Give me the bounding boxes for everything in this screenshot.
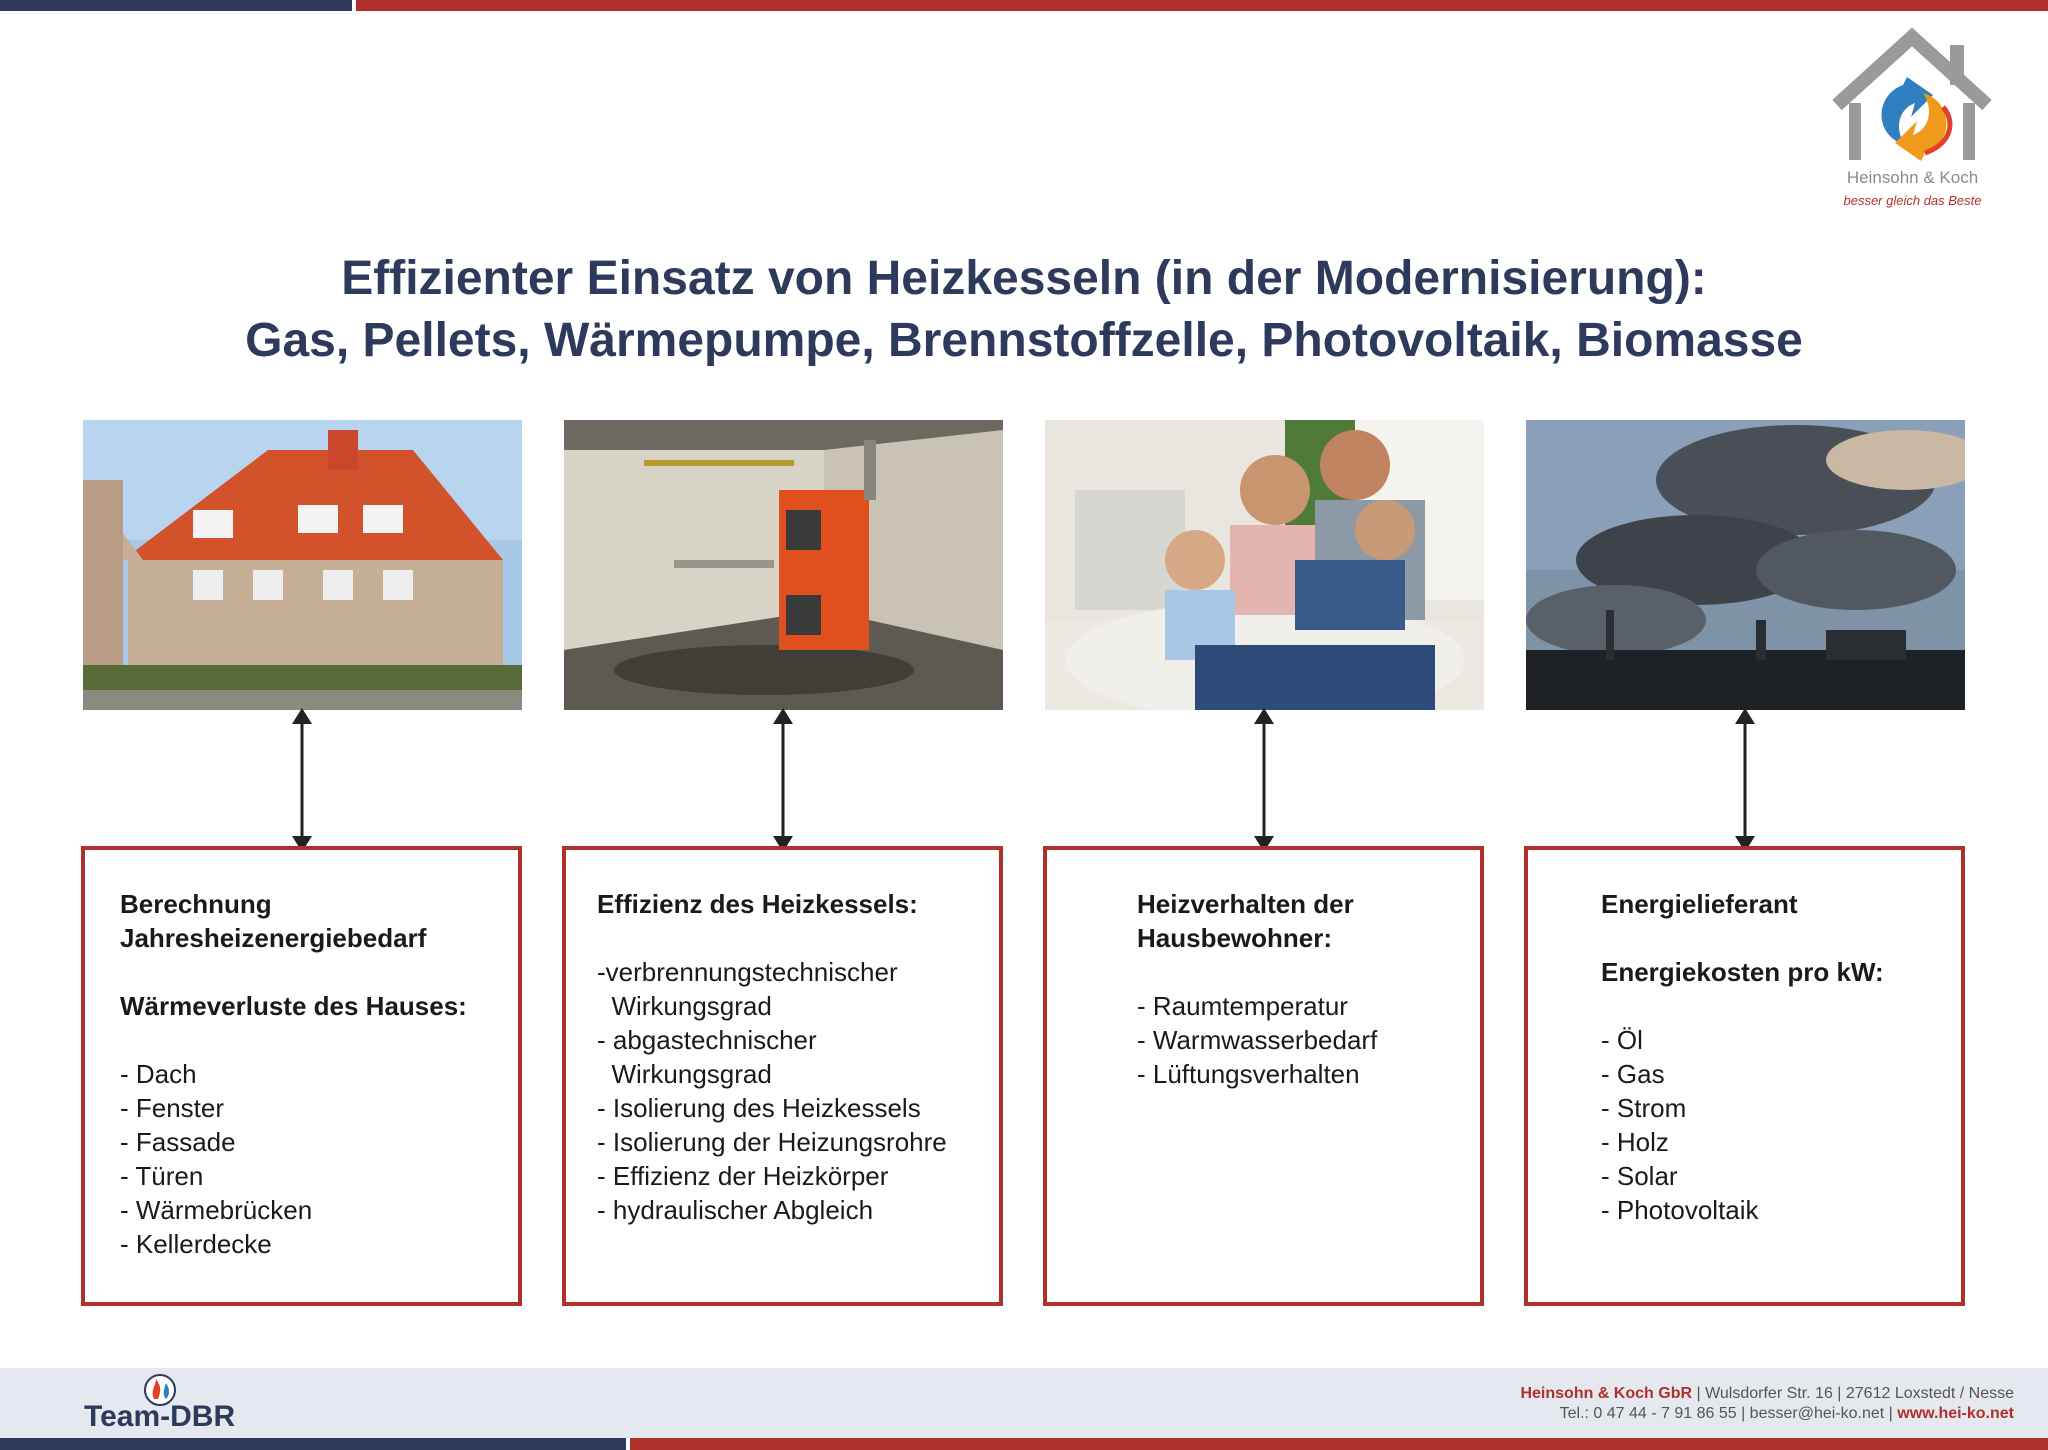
info-box-heat-demand	[81, 846, 522, 1306]
boiler-photo	[564, 420, 1003, 710]
box-text	[1601, 887, 1884, 1227]
box-line: - Raumtemperatur	[1137, 991, 1348, 1021]
box-line: - Fenster	[120, 1093, 225, 1123]
footer-bar-navy	[0, 1438, 626, 1450]
box-line: - Isolierung der Heizungsrohre	[597, 1127, 947, 1157]
double-arrow-icon	[1252, 708, 1276, 852]
box-line: - Holz	[1601, 1127, 1669, 1157]
footer	[0, 1368, 2048, 1438]
box-line: - Türen	[120, 1161, 204, 1191]
title-line-1: Effizienter Einsatz von Heizkesseln (in der Modernisierung):	[341, 252, 1707, 305]
footer-bar-red	[630, 1438, 2048, 1450]
box-text	[120, 887, 467, 1261]
footer-phone-email: Tel.: 0 47 44 - 7 91 86 55 | besser@hei-ko.net |	[1559, 1405, 1898, 1422]
box-spacer	[1601, 921, 1884, 955]
info-box-boiler-efficiency	[562, 846, 1003, 1306]
title-line-2: Gas, Pellets, Wärmepumpe, Brennstoffzelle, Photovoltaik, Biomasse	[245, 314, 1803, 367]
box-line: Berechnung	[120, 889, 272, 919]
box-spacer	[120, 1023, 467, 1057]
info-box-resident-behavior	[1043, 846, 1484, 1306]
box-line: - abgastechnischer	[597, 1025, 817, 1055]
box-line: - Lüftungsverhalten	[1137, 1059, 1360, 1089]
box-line: - Wärmebrücken	[120, 1195, 313, 1225]
top-bar-navy	[0, 0, 352, 11]
footer-contact	[1560, 1405, 2014, 1423]
box-line: - Solar	[1601, 1161, 1678, 1191]
top-bar-red	[356, 0, 2048, 11]
box-line: - Gas	[1601, 1059, 1665, 1089]
footer-address	[1520, 1385, 2014, 1403]
house-photo	[83, 420, 522, 710]
box-spacer	[1137, 955, 1377, 989]
box-line: -verbrennungstechnischer	[597, 957, 898, 987]
footer-street: | Wulsdorfer Str. 16 | 27612 Loxstedt / Nesse	[1692, 1385, 2014, 1402]
box-line: Heizverhalten der	[1137, 889, 1354, 919]
footer-website-link[interactable]: www.hei-ko.net	[1897, 1405, 2014, 1422]
box-line: Jahresheizenergiebedarf	[120, 923, 427, 953]
box-line: - Dach	[120, 1059, 197, 1089]
box-line: - Fassade	[120, 1127, 236, 1157]
box-line: - Photovoltaik	[1601, 1195, 1759, 1225]
family-photo	[1045, 420, 1484, 710]
double-arrow-icon	[771, 708, 795, 852]
box-text	[597, 887, 947, 1227]
box-line: - hydraulischer Abgleich	[597, 1195, 874, 1225]
team-dbr-logo: Team-DBR	[84, 1400, 236, 1433]
info-box-energy-supplier	[1524, 846, 1965, 1306]
logo-slogan: besser gleich das Beste	[1843, 193, 1982, 208]
footer-company: Heinsohn & Koch GbR	[1520, 1385, 1693, 1402]
industry-smoke-photo	[1526, 420, 1965, 710]
box-line: Energielieferant	[1601, 889, 1798, 919]
double-arrow-icon	[290, 708, 314, 852]
logo-company-name: Heinsohn & Koch	[1846, 168, 1979, 187]
box-spacer	[120, 955, 467, 989]
box-line: - Kellerdecke	[120, 1229, 272, 1259]
box-line: - Warmwasserbedarf	[1137, 1025, 1378, 1055]
box-line: - Effizienz der Heizkörper	[597, 1161, 889, 1191]
box-line: Wirkungsgrad	[597, 1059, 772, 1089]
box-line: - Isolierung des Heizkessels	[597, 1093, 921, 1123]
box-text	[1137, 887, 1377, 1091]
double-arrow-icon	[1733, 708, 1757, 852]
box-line: Wärmeverluste des Hauses:	[120, 991, 467, 1021]
page-title	[0, 248, 2048, 372]
box-line: Energiekosten pro kW:	[1601, 957, 1884, 987]
box-spacer	[1601, 989, 1884, 1023]
box-line: Effizienz des Heizkessels:	[597, 889, 918, 919]
box-line: - Strom	[1601, 1093, 1687, 1123]
box-line: - Öl	[1601, 1025, 1643, 1055]
box-line: Hausbewohner:	[1137, 923, 1333, 953]
box-spacer	[597, 921, 947, 955]
box-line: Wirkungsgrad	[597, 991, 772, 1021]
